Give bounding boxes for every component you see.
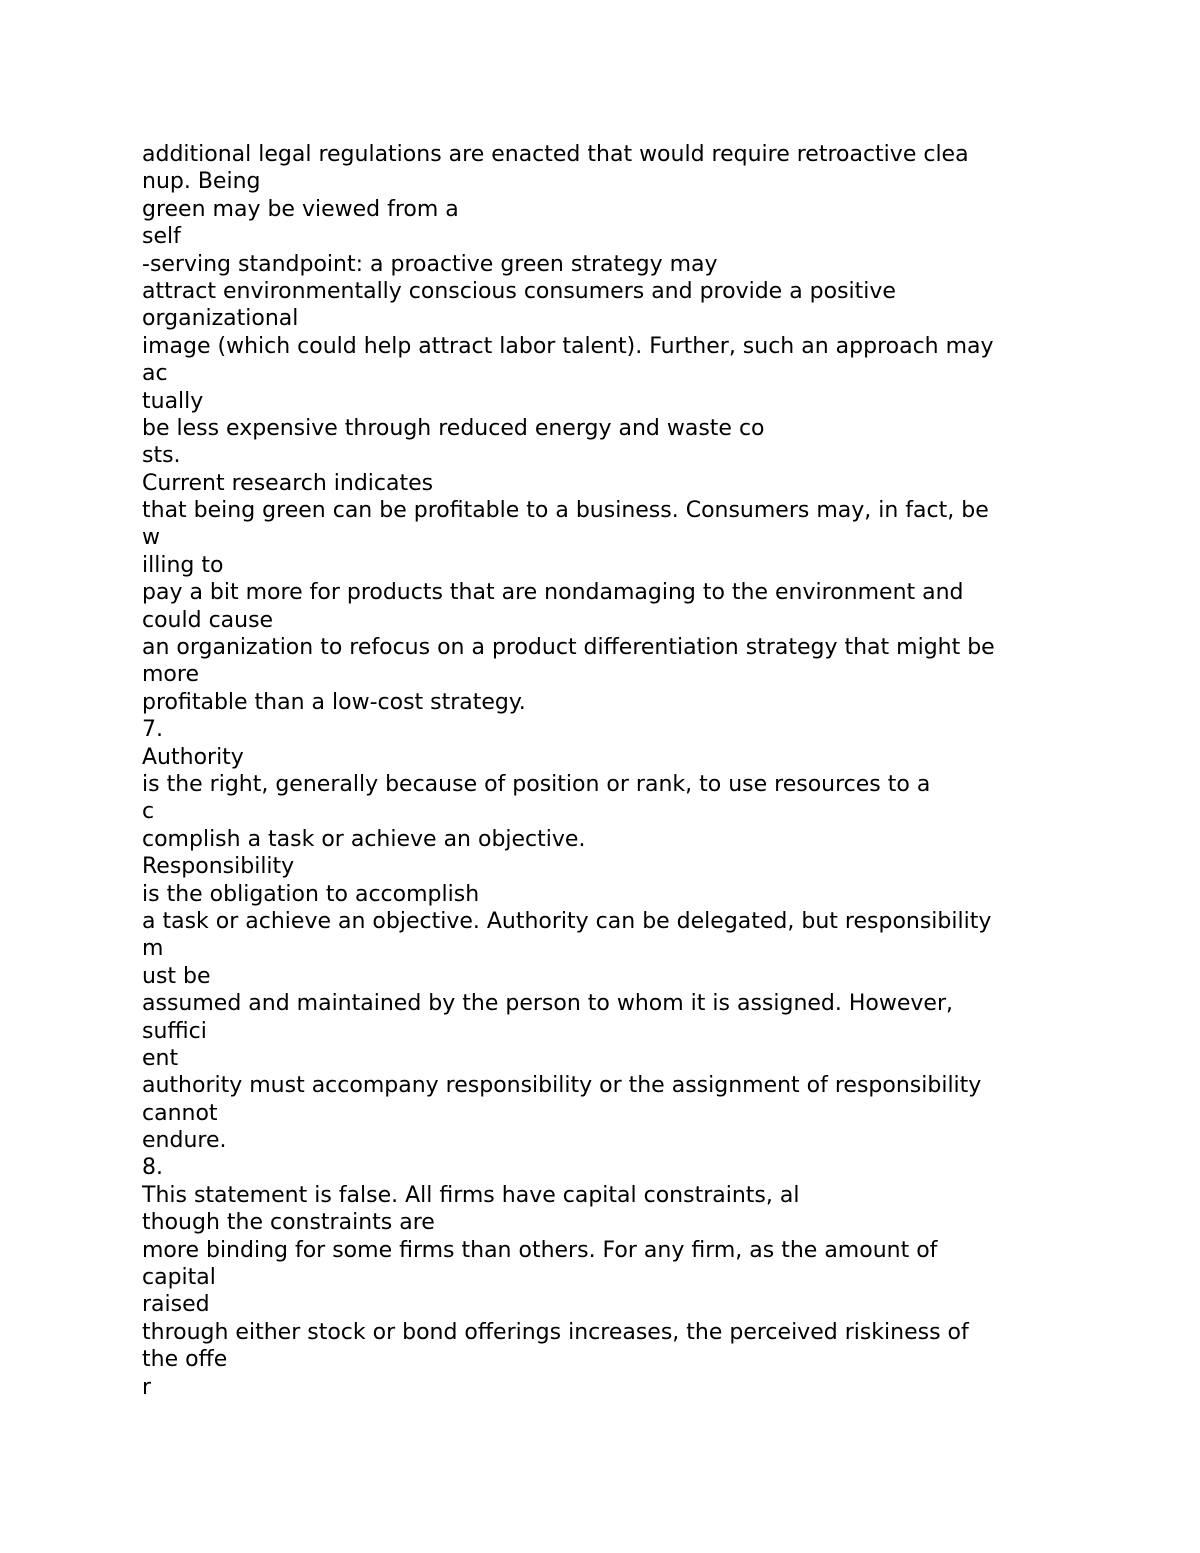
text-line: profitable than a low-cost strategy. [142,689,526,715]
text-line: 8. [142,1155,163,1181]
text-line: suffici [142,1018,207,1044]
text-line: organizational [142,306,299,332]
text-line: attract environmentally conscious consumers and provide a positive [142,278,896,304]
text-line: m [142,936,164,962]
text-line: c [142,799,155,825]
text-line: capital [142,1265,216,1291]
text-line: green may be viewed from a [142,196,459,222]
text-line: raised [142,1292,210,1318]
text-line: image (which could help attract labor talent). Further, such an approach may [142,333,994,359]
text-line: is the right, generally because of position or rank, to use resources to a [142,771,931,797]
text-line: complish a task or achieve an objective. [142,826,586,852]
text-line: is the obligation to accomplish [142,881,480,907]
text-line: additional legal regulations are enacted that would require retroactive clea [142,142,969,167]
text-line: w [142,525,160,551]
text-line: tually [142,388,204,414]
text-line: sts. [142,443,181,469]
text-line: Authority [142,744,244,770]
text-line: that being green can be profitable to a business. Consumers may, in fact, be [142,498,989,524]
text-line: could cause [142,607,274,633]
text-line: more [142,662,199,688]
text-line: authority must accompany responsibility or the assignment of responsibility [142,1073,982,1099]
text-line: This statement is false. All firms have capital constraints, al [142,1182,800,1208]
text-line: ust be [142,963,211,989]
text-line: Responsibility [142,854,295,880]
text-line: 7. [142,717,163,743]
text-line: pay a bit more for products that are nondamaging to the environment and [142,580,964,606]
text-line: through either stock or bond offerings increases, the perceived riskiness of [142,1319,969,1345]
text-line: a task or achieve an objective. Authority can be delegated, but responsibility [142,908,992,934]
text-line: assumed and maintained by the person to whom it is assigned. However, [142,991,953,1017]
text-line: be less expensive through reduced energy and waste co [142,415,765,441]
text-line: an organization to refocus on a product differentiation strategy that might be [142,635,995,661]
text-line: cannot [142,1100,218,1126]
text-line: illing to [142,552,224,578]
text-line: ent [142,1045,179,1071]
body-text [142,141,1142,1401]
text-line: the offe [142,1347,228,1373]
text-line: self [142,224,181,250]
text-line: endure. [142,1128,227,1154]
text-line: Current research indicates [142,470,434,496]
text-line: r [142,1374,152,1400]
text-line: nup. Being [142,169,261,195]
text-line: ac [142,361,168,387]
text-line: more binding for some firms than others. For any firm, as the amount of [142,1237,938,1263]
text-line: -serving standpoint: a proactive green strategy may [142,251,718,277]
text-line: though the constraints are [142,1210,435,1236]
